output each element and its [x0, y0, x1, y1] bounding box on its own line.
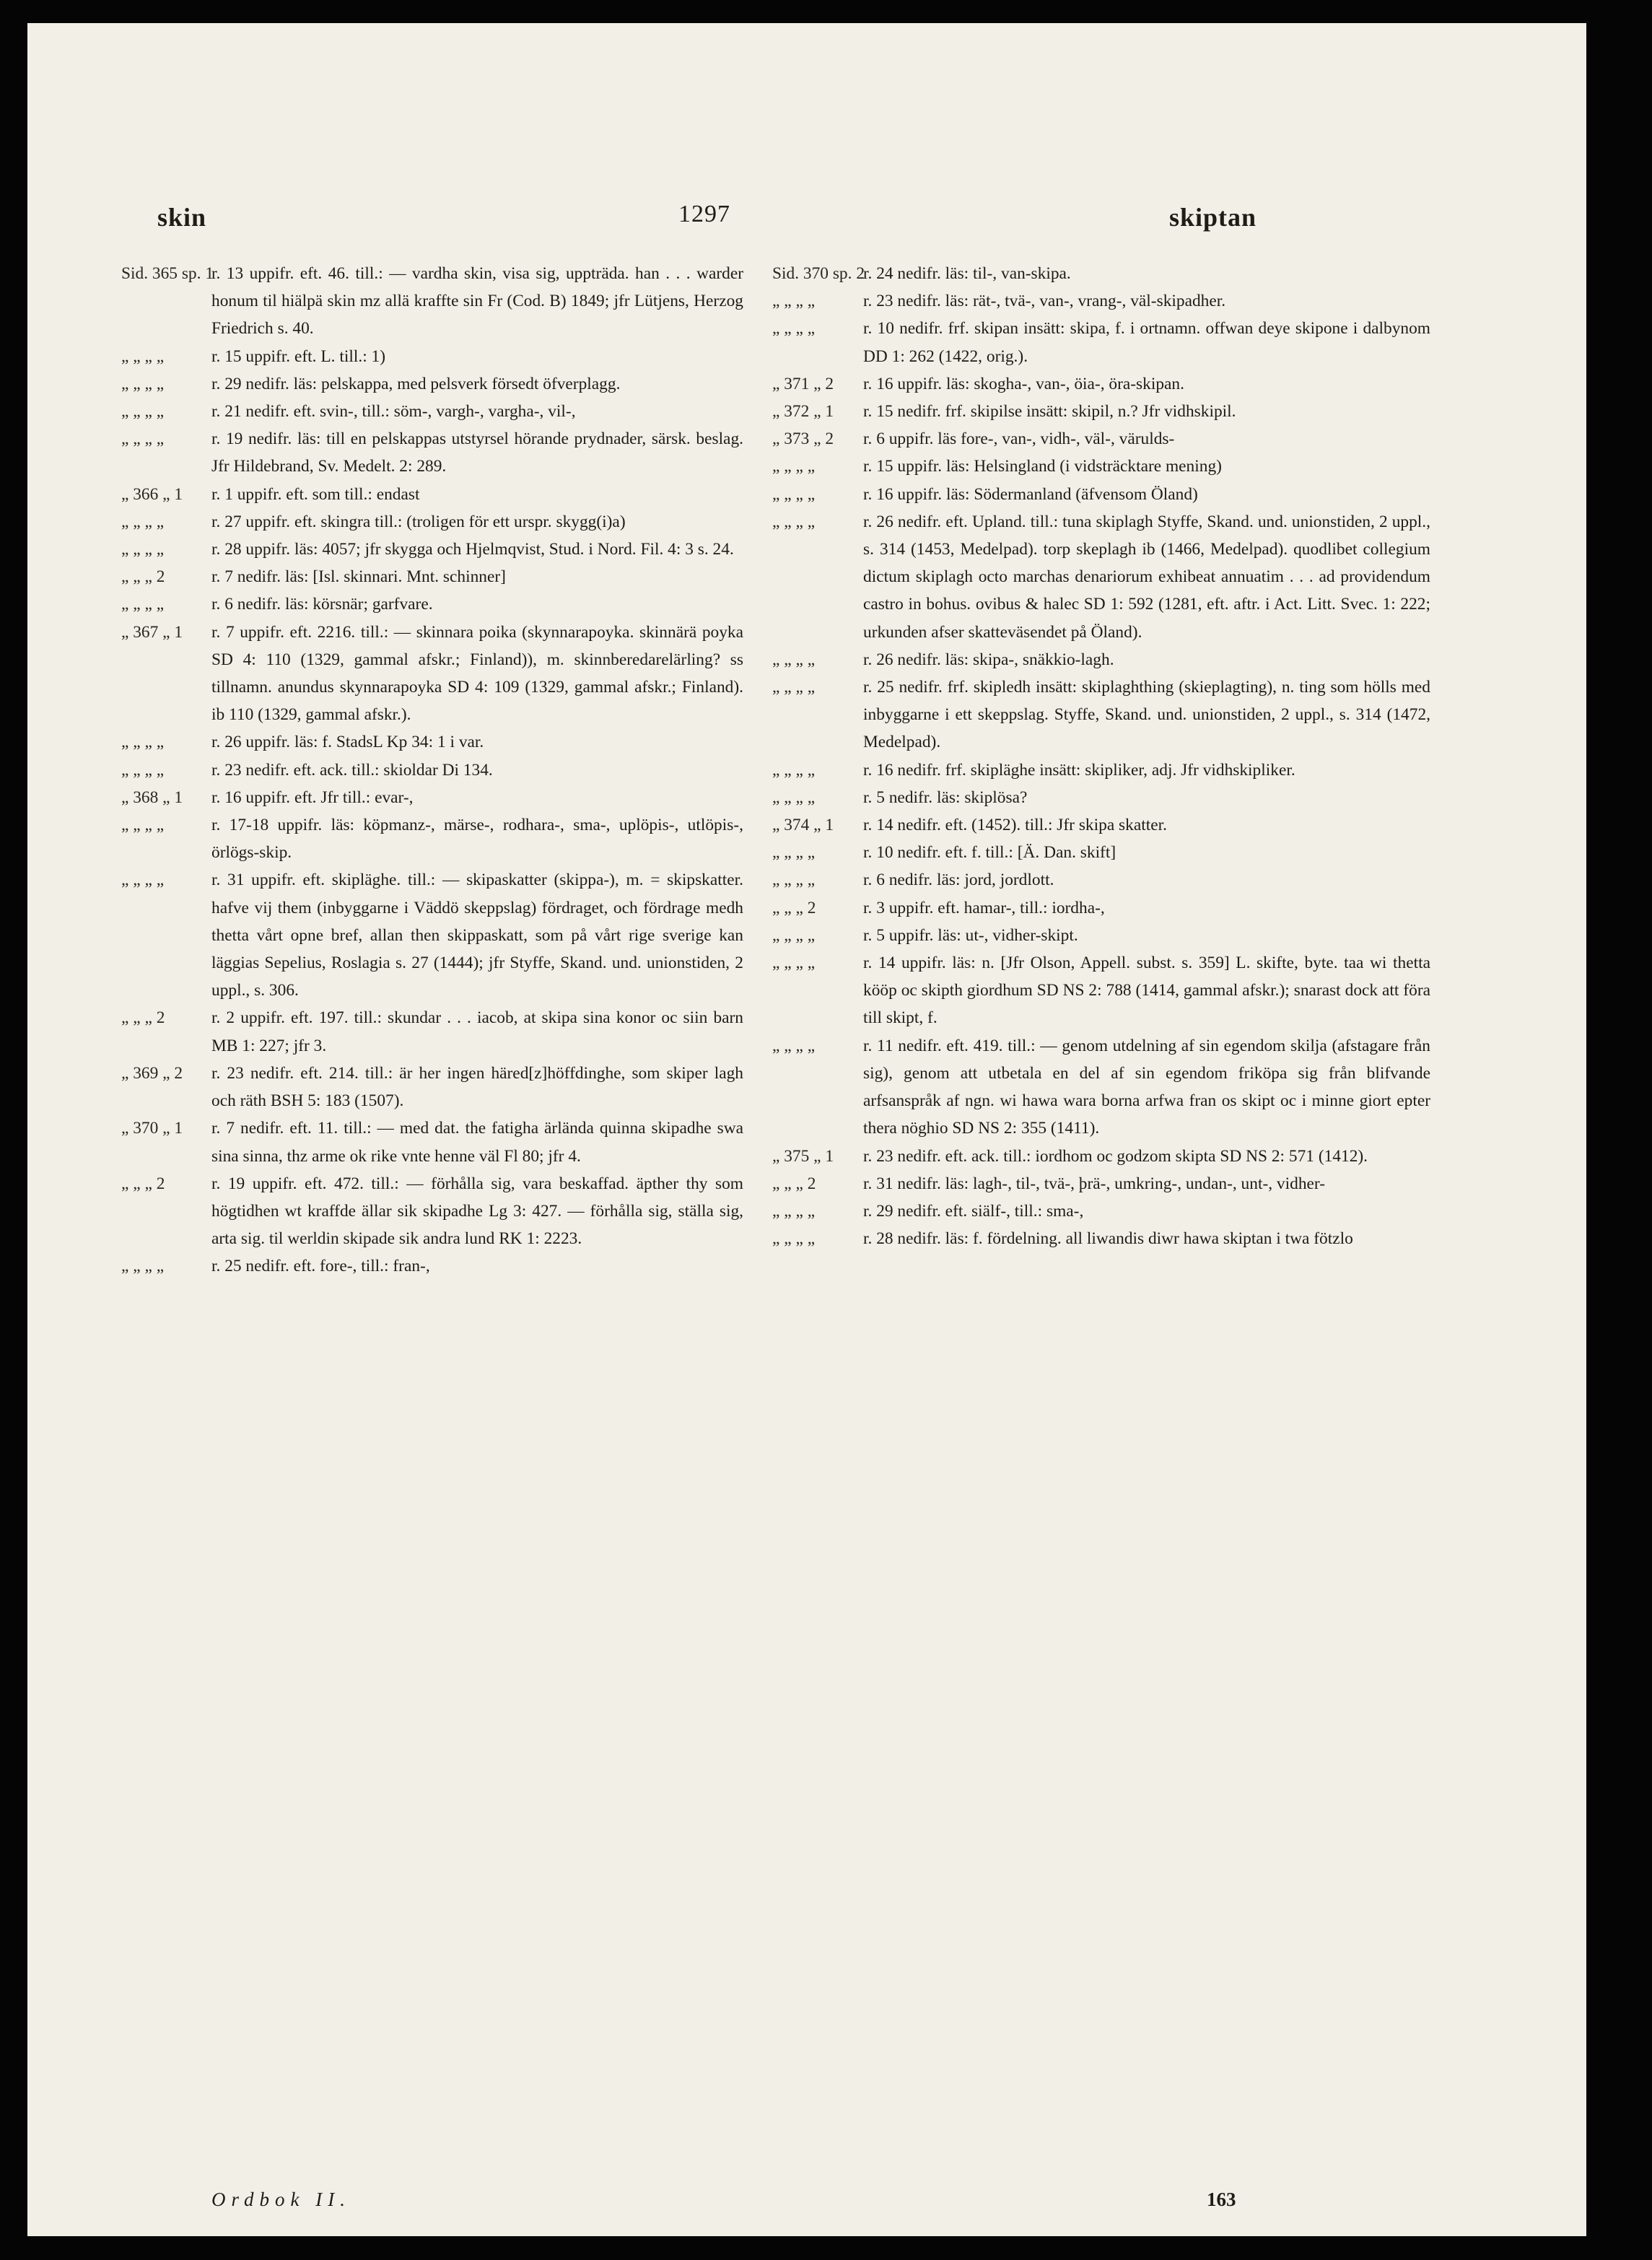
- entry-reference: „ „ „ „: [121, 374, 165, 393]
- correction-entry: [121, 784, 743, 811]
- entry-text: r. 14 uppifr. läs: n. [Jfr Olson, Appell. subst. s. 359] L. skifte, byte. taa wi thetta kööp oc skipth giordhum SD NS 2: 788 (1414, gammal afskr.); snarast dock att föra till skipt, f.: [863, 954, 1430, 1028]
- entry-text: r. 24 nedifr. läs: til-, van-skipa.: [863, 264, 1071, 283]
- entry-text: r. 2 uppifr. eft. 197. till.: skundar . . . iacob, at skipa sina konor oc siin barn MB 1: 227; jfr 3.: [211, 1008, 743, 1055]
- entry-reference: „ „ „ „: [772, 650, 816, 669]
- entry-reference: „ 374 „ 1: [772, 816, 834, 835]
- right-running-headword: skiptan: [1169, 203, 1257, 232]
- entry-reference: „ „ „ „: [772, 954, 816, 973]
- page-number: 1297: [678, 201, 730, 227]
- entry-reference: „ „ „ „: [772, 484, 816, 504]
- correction-entry: [772, 315, 1430, 370]
- entry-text: r. 7 nedifr. läs: [Isl. skinnari. Mnt. schinner]: [211, 567, 506, 587]
- correction-entry: [772, 1170, 1430, 1197]
- entry-text: r. 7 nedifr. eft. 11. till.: — med dat. the fatigha ärlända quinna skipadhe swa sina sinna, thz arme ok rike vnte henne väl Fl 80; jfr 4.: [211, 1119, 743, 1166]
- entry-text: r. 10 nedifr. eft. f. till.: [Ä. Dan. skift]: [863, 843, 1116, 863]
- entry-text: r. 5 nedifr. läs: skiplösa?: [863, 787, 1028, 807]
- correction-entry: [772, 839, 1430, 866]
- entry-text: r. 26 nedifr. eft. Upland. till.: tuna skiplagh Styffe, Skand. und. unionstiden, 2 uppl., s. 314 (1453, Medelpad). torp skeplagh ib (1466, Medelpad). quodlibet collegium dictum skiplagh octo marchas denariorum exhibeat annuatim . . . ad providendum castro in bohus. ovibus & halec SD 1: 592 (1281, eft. aftr. i Act. Litt. Svec. 1: 222; urkunden afser skatteväsendet på Öland).: [863, 512, 1430, 642]
- correction-entry: [772, 894, 1430, 922]
- correction-entry: [121, 536, 743, 563]
- entry-reference: „ 372 „ 1: [772, 402, 834, 422]
- entry-text: r. 16 uppifr. läs: skogha-, van-, öia-, öra-skipan.: [863, 374, 1184, 393]
- entry-text: r. 16 uppifr. läs: Södermanland (äfvensom Öland): [863, 484, 1198, 504]
- entry-text: r. 23 nedifr. eft. 214. till.: är her ingen häred[z]höffdinghe, som skiper lagh och räth BSH 5: 183 (1507).: [211, 1063, 743, 1111]
- entry-text: r. 6 uppifr. läs fore-, van-, vidh-, väl-, värulds-: [863, 429, 1175, 449]
- entry-reference: „ „ „ „: [772, 925, 816, 945]
- entry-reference: „ 375 „ 1: [772, 1146, 834, 1166]
- entry-reference: „ „ „ „: [772, 1201, 816, 1221]
- correction-entry: [772, 673, 1430, 756]
- footer-signature: Ordbok II.: [211, 2189, 351, 2210]
- entry-text: r. 17-18 uppifr. läs: köpmanz-, märse-, rodhara-, sma-, uplöpis-, utlöpis-, örlögs-skip.: [211, 816, 743, 863]
- correction-entry: [772, 784, 1430, 811]
- entry-reference: „ „ „ „: [121, 595, 165, 614]
- correction-entry: [772, 1225, 1430, 1252]
- left-column: [121, 260, 743, 1280]
- correction-entry: [772, 922, 1430, 949]
- page-header: [27, 23, 1586, 232]
- entry-text: r. 31 nedifr. läs: lagh-, til-, tvä-, þrä-, umkring-, undan-, unt-, vidher-: [863, 1174, 1326, 1193]
- entry-text: r. 15 nedifr. frf. skipilse insätt: skipil, n.? Jfr vidhskipil.: [863, 402, 1236, 422]
- correction-entry: [772, 811, 1430, 839]
- entry-reference: „ „ „ 2: [121, 567, 165, 587]
- entry-reference: „ „ „ „: [772, 292, 816, 311]
- entry-reference: „ „ „ „: [121, 1257, 165, 1276]
- correction-entry: [121, 343, 743, 370]
- entry-reference: „ „ „ „: [772, 787, 816, 807]
- entry-reference: „ 370 „ 1: [121, 1119, 183, 1138]
- correction-entry: [772, 260, 1430, 287]
- entry-reference: „ „ „ „: [772, 760, 816, 780]
- entry-reference: „ „ „ „: [121, 346, 165, 366]
- correction-entry: [772, 756, 1430, 784]
- correction-entry: [121, 590, 743, 618]
- correction-entry: [772, 949, 1430, 1032]
- entry-text: r. 25 nedifr. eft. fore-, till.: fran-,: [211, 1257, 430, 1276]
- entry-reference: „ „ „ „: [121, 733, 165, 752]
- entry-reference: „ „ „ „: [772, 843, 816, 863]
- entry-reference: „ „ „ „: [772, 1036, 816, 1055]
- entry-text: r. 25 nedifr. frf. skipledh insätt: skiplaghthing (skieplagting), n. ting som hölls med inbyggarne i ett skeppslag. Styffe, Skand. und. unionstiden, 2 uppl., s. 314 (1472, Medelpad).: [863, 678, 1430, 752]
- correction-entry: [772, 287, 1430, 315]
- correction-entry: [772, 453, 1430, 480]
- entry-text: r. 16 nedifr. frf. skipläghe insätt: skipliker, adj. Jfr vidhskipliker.: [863, 760, 1295, 780]
- entry-reference: „ „ „ „: [121, 760, 165, 780]
- entry-reference: „ „ „ 2: [121, 1174, 165, 1193]
- correction-entry: [121, 1004, 743, 1059]
- entry-text: r. 26 uppifr. läs: f. StadsL Kp 34: 1 i var.: [211, 733, 484, 752]
- entry-reference: „ „ „ „: [121, 540, 165, 559]
- entry-text: r. 11 nedifr. eft. 419. till.: — genom utdelning af sin egendom skilja (afstagare från sig), genom att utbetala en del af sin egendom friköpa sig från blifvande arfsanspråk af ngn. wi hawa wara borna arfwa fran os skipt oc i minne giort epter thera nöghio SD NS 2: 355 (1411).: [863, 1036, 1430, 1138]
- entry-text: r. 6 nedifr. läs: körsnär; garfvare.: [211, 595, 433, 614]
- entry-reference: „ „ „ „: [121, 871, 165, 890]
- left-running-headword: skin: [157, 203, 207, 232]
- entry-text: r. 6 nedifr. läs: jord, jordlott.: [863, 871, 1054, 890]
- entry-reference: „ 366 „ 1: [121, 484, 183, 504]
- entry-text: r. 3 uppifr. eft. hamar-, till.: iordha-,: [863, 898, 1105, 917]
- entry-reference: „ „ „ „: [121, 512, 165, 531]
- correction-entry: [121, 756, 743, 784]
- entry-text: r. 31 uppifr. eft. skipläghe. till.: — skipaskatter (skippa-), m. = skipskatter. hafve vij them (inbyggarne i Väddö skeppslag) fördraget, och fördrage medh thetta vårt opne bref, allan then skippaskatt, som på vårt rige sverige kan läggias Sepelius, Roslagia s. 27 (1444); jfr Styffe, Skand. und. unionstiden, 2 uppl., s. 306.: [211, 871, 743, 1000]
- correction-entry: [772, 646, 1430, 673]
- entry-text: r. 28 uppifr. läs: 4057; jfr skygga och Hjelmqvist, Stud. i Nord. Fil. 4: 3 s. 24.: [211, 540, 734, 559]
- entry-text: r. 13 uppifr. eft. 46. till.: — vardha skin, visa sig, uppträda. han . . . warder honum til hiälpä skin mz allä kraffte sin Fr (Cod. B) 1849; jfr Lütjens, Herzog Friedrich s. 40.: [211, 264, 743, 339]
- entry-reference: „ 371 „ 2: [772, 374, 834, 393]
- entry-text: r. 10 nedifr. frf. skipan insätt: skipa, f. i ortnamn. offwan deye skipone i dalbynom DD 1: 262 (1422, orig.).: [863, 319, 1430, 366]
- entry-reference: Sid. 365 sp. 1: [121, 264, 214, 283]
- entry-text: r. 15 uppifr. eft. L. till.: 1): [211, 346, 386, 366]
- correction-entry: [121, 481, 743, 508]
- entry-reference: „ „ „ „: [121, 816, 165, 835]
- correction-entry: [121, 1252, 743, 1280]
- correction-entry: [121, 1114, 743, 1169]
- entry-text: r. 26 nedifr. läs: skipa-, snäkkio-lagh.: [863, 650, 1114, 669]
- entry-text: r. 27 uppifr. eft. skingra till.: (troligen för ett urspr. skygg(i)a): [211, 512, 626, 531]
- entry-text: r. 21 nedifr. eft. svin-, till.: söm-, vargh-, vargha-, vil-,: [211, 402, 576, 422]
- entry-text: r. 23 nedifr. eft. ack. till.: iordhom oc godzom skipta SD NS 2: 571 (1412).: [863, 1146, 1368, 1166]
- entry-reference: „ „ „ „: [121, 429, 165, 449]
- entry-reference: Sid. 370 sp. 2: [772, 264, 865, 283]
- entry-reference: „ „ „ „: [772, 871, 816, 890]
- entry-reference: „ „ „ „: [121, 402, 165, 422]
- correction-entry: [772, 1143, 1430, 1170]
- entry-reference: „ 367 „ 1: [121, 622, 183, 642]
- entry-reference: „ „ „ „: [772, 512, 816, 531]
- entry-text: r. 14 nedifr. eft. (1452). till.: Jfr skipa skatter.: [863, 816, 1167, 835]
- correction-entry: [121, 866, 743, 1004]
- right-column: [772, 260, 1430, 1252]
- dictionary-page: [27, 23, 1586, 2236]
- entry-reference: „ „ „ 2: [121, 1008, 165, 1028]
- correction-entry: [772, 370, 1430, 398]
- footer-sheet-number: 163: [1207, 2189, 1236, 2210]
- correction-entry: [121, 398, 743, 425]
- entry-text: r. 23 nedifr. eft. ack. till.: skioldar Di 134.: [211, 760, 493, 780]
- correction-entry: [772, 481, 1430, 508]
- entry-text: r. 16 uppifr. eft. Jfr till.: evar-,: [211, 787, 414, 807]
- correction-entry: [772, 425, 1430, 453]
- entry-text: r. 23 nedifr. läs: rät-, tvä-, van-, vrang-, väl-skipadher.: [863, 292, 1226, 311]
- entry-text: r. 1 uppifr. eft. som till.: endast: [211, 484, 420, 504]
- entry-reference: „ „ „ 2: [772, 1174, 816, 1193]
- entry-reference: „ „ „ 2: [772, 898, 816, 917]
- correction-entry: [121, 370, 743, 398]
- entry-reference: „ 368 „ 1: [121, 787, 183, 807]
- entry-text: r. 5 uppifr. läs: ut-, vidher-skipt.: [863, 925, 1078, 945]
- correction-entry: [121, 811, 743, 866]
- entry-reference: „ „ „ „: [772, 1229, 816, 1249]
- entry-reference: „ 369 „ 2: [121, 1063, 183, 1083]
- correction-entry: [121, 563, 743, 590]
- correction-entry: [121, 508, 743, 536]
- correction-entry: [772, 1032, 1430, 1143]
- correction-entry: [772, 398, 1430, 425]
- entry-text: r. 19 uppifr. eft. 472. till.: — förhålla sig, vara beskaffad. äpther thy som högtidhen wt kraffde ällar sik skipadhe Lg 3: 427. — förhålla sig, ställa sig, arta sig. til werldin skipade sik andra lund RK 1: 2223.: [211, 1174, 743, 1249]
- correction-entry: [121, 260, 743, 343]
- correction-entry: [121, 619, 743, 729]
- entry-reference: „ „ „ „: [772, 678, 816, 697]
- entry-text: r. 15 uppifr. läs: Helsingland (i vidsträcktare mening): [863, 457, 1222, 476]
- entry-text: r. 29 nedifr. eft. siälf-, till.: sma-,: [863, 1201, 1084, 1221]
- entry-text: r. 28 nedifr. läs: f. fördelning. all liwandis diwr hawa skiptan i twa fötzlo: [863, 1229, 1353, 1249]
- correction-entry: [772, 1197, 1430, 1225]
- correction-entry: [121, 1170, 743, 1253]
- entry-reference: „ „ „ „: [772, 319, 816, 339]
- entry-text: r. 7 uppifr. eft. 2216. till.: — skinnara poika (skynnarapoyka. skinnärä poyka SD 4: 110 (1329, gammal afskr.; Finland)), m. skinnberedarelärling? ss tillnamn. anundus skynnarapoyka SD 4: 109 (1329, gammal afskr.; Finland). ib 110 (1329, gammal afskr.).: [211, 622, 743, 725]
- correction-entry: [772, 866, 1430, 894]
- correction-entry: [121, 728, 743, 756]
- correction-entry: [121, 425, 743, 480]
- correction-entry: [772, 508, 1430, 646]
- entry-text: r. 19 nedifr. läs: till en pelskappas utstyrsel hörande prydnader, särsk. beslag. Jfr Hildebrand, Sv. Medelt. 2: 289.: [211, 429, 743, 476]
- entry-reference: „ 373 „ 2: [772, 429, 834, 449]
- entry-text: r. 29 nedifr. läs: pelskappa, med pelsverk försedt öfverplagg.: [211, 374, 621, 393]
- correction-entry: [121, 1060, 743, 1114]
- entry-reference: „ „ „ „: [772, 457, 816, 476]
